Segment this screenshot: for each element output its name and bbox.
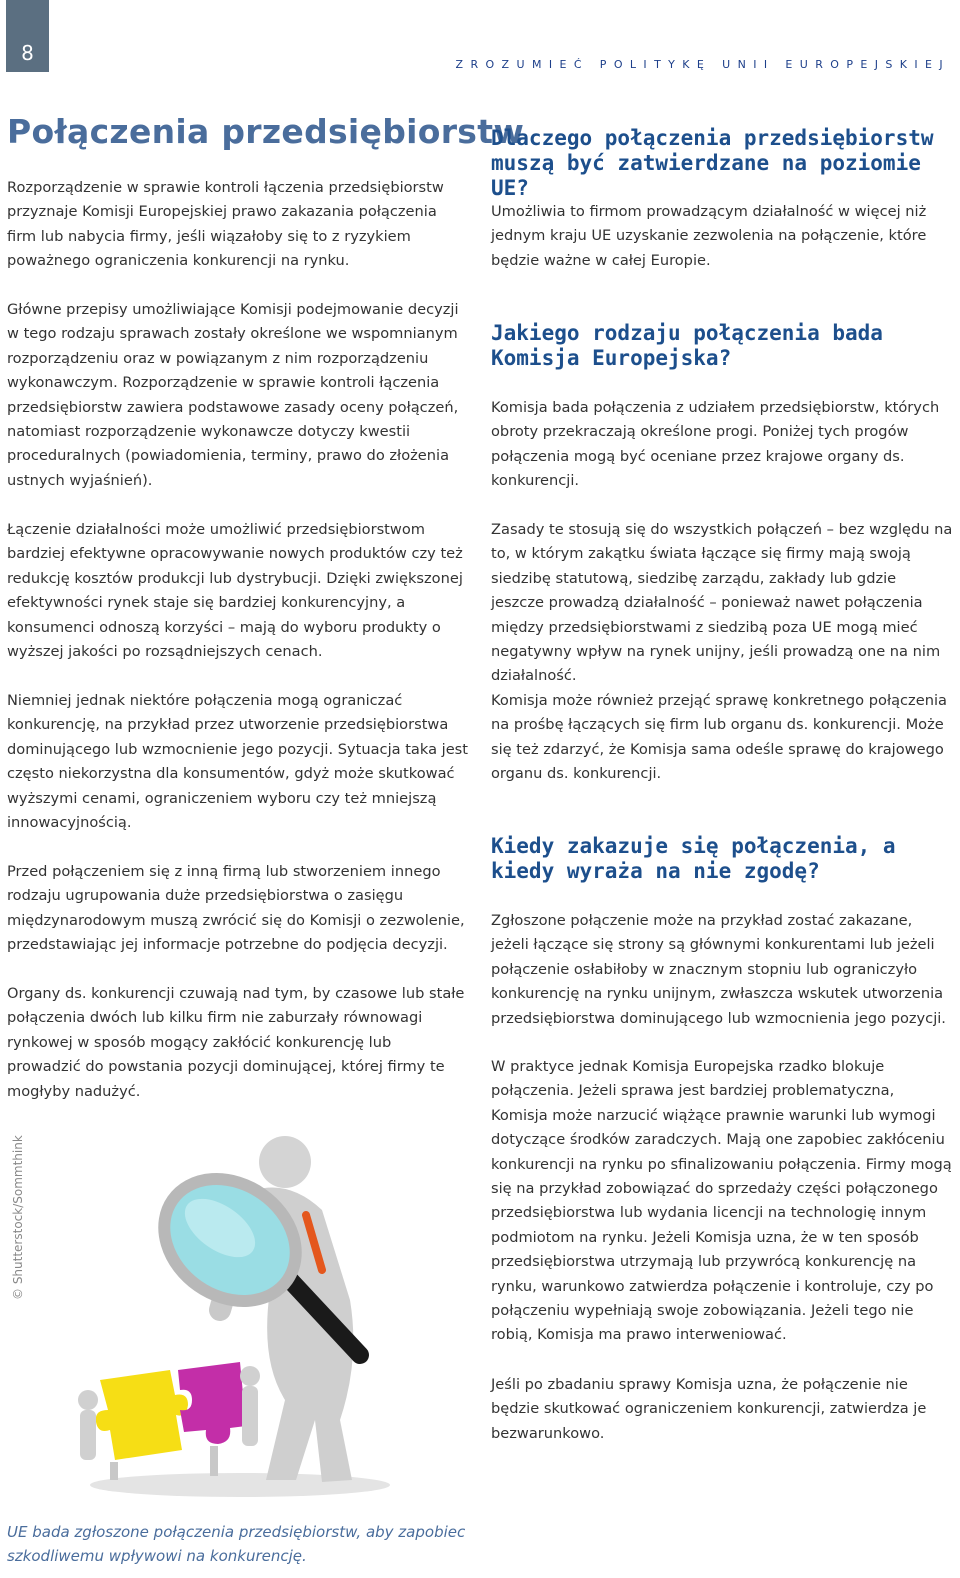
left-paragraph-4: Niemniej jednak niektóre połączenia mogą ograniczać konkurencję, na przykład przez utworzenie przedsiębiorstwa dominującego lub wzmocnienie jego pozycji. Sytuacja taka jest często niekorzystna dla konsumentów, gdyż może skutkować wyższymi cenami, ograniczeniem wyboru czy też mniejszą innowacyjnością. [7, 692, 469, 832]
heading-when-prohibited: Kiedy zakazuje się połączenia, a kiedy wyraża na nie zgodę? [491, 834, 896, 883]
right-paragraph-when-3: Jeśli po zbadaniu sprawy Komisja uzna, że połączenie nie będzie skutkować ograniczeniem konkurencji, zatwierdza je bezwarunkowo. [491, 1376, 927, 1442]
right-paragraph-what-2: Zasady te stosują się do wszystkich połączeń – bez względu na to, w którym zakątku świata łączące się firmy mają swoją siedzibę statutową, siedzibę zarządu, zakłady lub gdzie jeszcze prowadzą działalność – ponieważ nawet połączenia między przedsiębiorstwami z siedzibą poza UE mogą mieć negatywny wpływ na rynek unijny, jeśli prowadzą one na nim działalność. [491, 521, 953, 685]
left-paragraph-5: Przed połączeniem się z inną firmą lub stworzeniem innego rodzaju ugrupowania duże przedsiębiorstwa o zasięgu międzynarodowym muszą zwrócić się do Komisji o zezwolenie, przedstawiając jej informacje potrzebne do podjęcia decyzji. [7, 863, 465, 954]
image-caption: UE bada zgłoszone połączenia przedsiębiorstw, aby zapobiec szkodliwemu wpływowi na konkurencję. [7, 1523, 466, 1566]
running-head: ZROZUMIEĆ POLITYKĘ UNII EUROPEJSKIEJ [455, 58, 950, 71]
left-paragraph-1: Rozporządzenie w sprawie kontroli łączenia przedsiębiorstw przyznaje Komisji Europejskiej prawo zakazania połączenia firm lub nabycia firmy, jeśli wiązałoby się to z ryzykiem poważnego ograniczenia konkurencji na rynku. [7, 179, 444, 270]
right-paragraph-when-2: W praktyce jednak Komisja Europejska rzadko blokuje połączenia. Jeżeli sprawa jest bardziej problematyczna, Komisja może narzucić wiążące prawnie warunki lub wymogi dotyczące środków zaradczych. Mają one zapobiec zakłóceniu konkurencji na rynku po sfinalizowaniu połączenia. Firmy mogą się na przykład zobowiązać do sprzedaży części połączonego przedsiębiorstwa lub wydania licencji na technologię innym podmiotom na rynku. Jeżeli Komisja uzna, że w ten sposób przedsiębiorstwa utrzymają lub przywrócą konkurencję na rynku, warunkowo zatwierdza połączenie i kontroluje, czy po połączeniu wypełniają swoje zobowiązania. Jeżeli tego nie robią, Komisja ma prawo interweniować. [491, 1058, 952, 1344]
left-paragraph-3: Łączenie działalności może umożliwić przedsiębiorstwom bardziej efektywne opracowywanie nowych produktów czy też redukcję kosztów produkcji lub dystrybucji. Dzięki zwiększonej efektywności rynek staje się bardziej konkurencyjny, a konsumenci odnoszą korzyści – mają do wyboru produkty o wyższej jakości po rozsądniejszych cenach. [7, 521, 463, 661]
heading-what-mergers: Jakiego rodzaju połączenia bada Komisja Europejska? [491, 321, 883, 370]
magnifier-puzzle-illustration [60, 1130, 400, 1500]
page-number: 8 [21, 41, 34, 65]
right-paragraph-when-1: Zgłoszone połączenie może na przykład zostać zakazane, jeżeli łączące się strony są głównymi konkurentami lub jeżeli połączenie osłabiłoby w znacznym stopniu lub ograniczyło konkurencję na rynku unijnym, zwłaszcza wskutek utworzenia przedsiębiorstwa dominującego lub wzmocnienia jego pozycji. [491, 912, 946, 1027]
right-paragraph-what-1: Komisja bada połączenia z udziałem przedsiębiorstw, których obroty przekraczają określone progi. Poniżej tych progów połączenia mogą być oceniane przez krajowe organy ds. konkurencji. [491, 399, 940, 490]
right-paragraph-what-3: Komisja może również przejąć sprawę konkretnego połączenia na prośbę łączących się firm lub organu ds. konkurencji. Może się też zdarzyć, że Komisja sama odeśle sprawę do krajowego organu ds. konkurencji. [491, 692, 947, 783]
heading-why-eu-level: Dlaczego połączenia przedsiębiorstw muszą być zatwierdzane na poziomie UE? [491, 126, 934, 200]
page-title: Połączenia przedsiębiorstw [7, 112, 525, 151]
page-number-tab [6, 0, 49, 72]
right-paragraph-why: Umożliwia to firmom prowadzącym działalność w więcej niż jednym kraju UE uzyskanie zezwolenia na połączenie, które będzie ważne w całej Europie. [491, 203, 927, 269]
left-paragraph-6: Organy ds. konkurencji czuwają nad tym, by czasowe lub stałe połączenia dwóch lub kilku firm nie zaburzały równowagi rynkowej w sposób mogący zakłócić konkurencję lub prowadzić do powstania pozycji dominującej, której firmy te mogłyby nadużyć. [7, 985, 465, 1100]
photo-credit: © Shutterstock/Sommthink [11, 1135, 25, 1300]
left-paragraph-2: Główne przepisy umożliwiające Komisji podejmowanie decyzji w tego rodzaju sprawach zostały określone we wspomnianym rozporządzeniu oraz w powiązanym z nim rozporządzeniu wykonawczym. Rozporządzenie w sprawie kontroli łączenia przedsiębiorstw zawiera podstawowe zasady oceny połączeń, natomiast rozporządzenie wykonawcze dotyczy kwestii proceduralnych (powiadomienia, terminy, prawo do złożenia ustnych wyjaśnień). [7, 301, 459, 489]
